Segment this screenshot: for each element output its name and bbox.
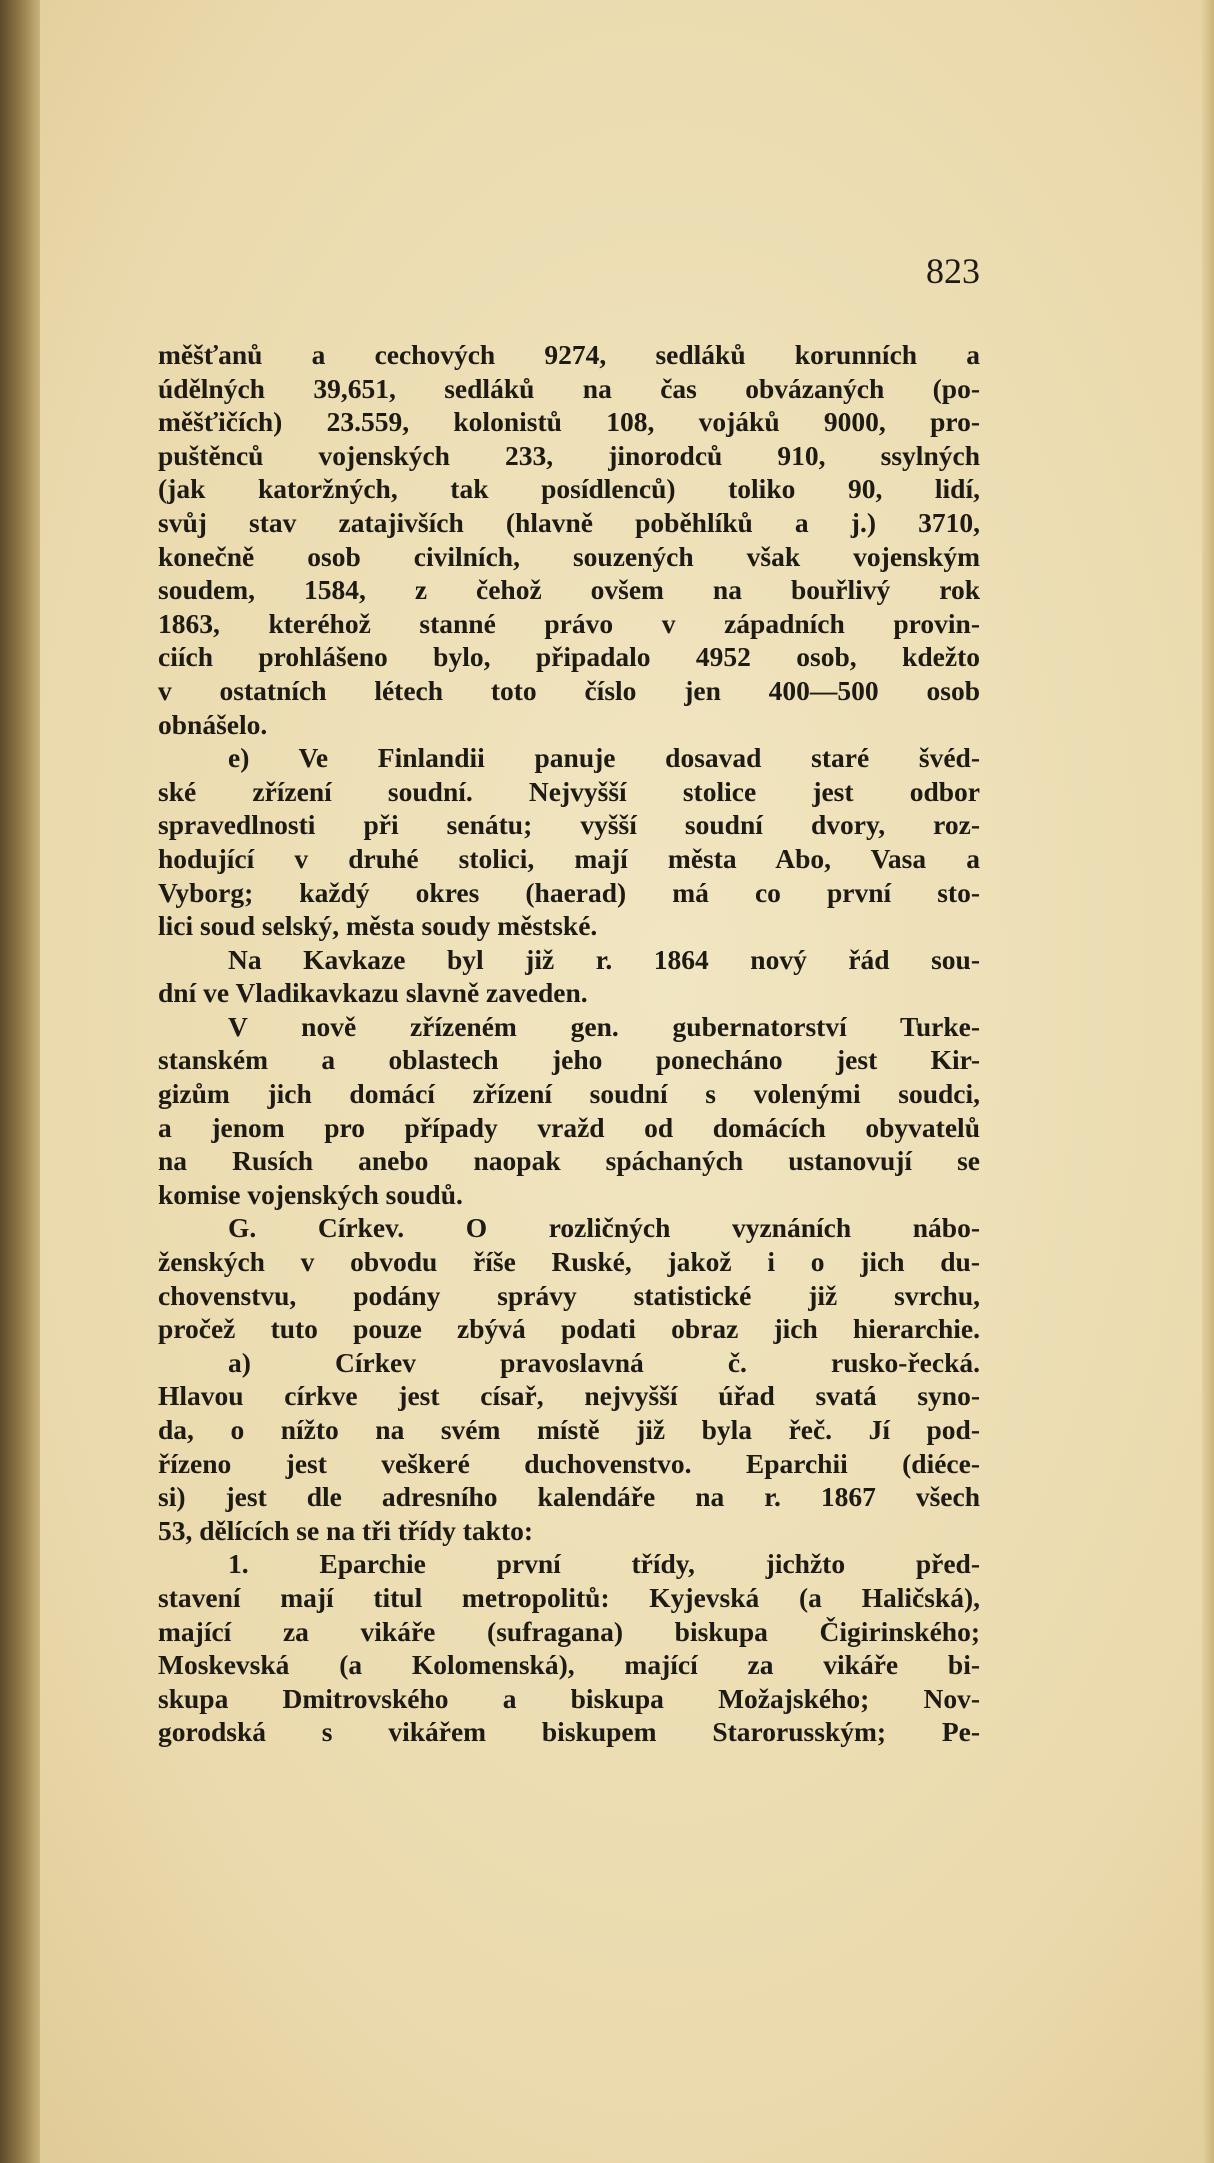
text-line: ské zřízení soudní. Nejvyšší stolice jest odbor [158, 775, 980, 807]
text-line: puštěnců vojenských 233, jinorodců 910, ssylných [158, 439, 980, 471]
page-number: 823 [926, 251, 980, 291]
text-line: Hlavou církve jest císař, nejvyšší úřad svatá syno- [158, 1380, 980, 1412]
text-line: měšťičích) 23.559, kolonistů 108, vojáků 9000, pro- [158, 406, 980, 438]
text-line: 53, dělících se na tři třídy takto: [158, 1514, 534, 1546]
text-line: G. Církev. O rozličných vyznáních nábo- [228, 1212, 980, 1244]
text-line: na Rusích anebo naopak spáchaných ustanovují se [158, 1145, 980, 1177]
book-spine [0, 0, 40, 2163]
text-line: e) Ve Finlandii panuje dosavad staré švéd- [228, 742, 980, 774]
text-line: da, o nížto na svém místě již byla řeč. Jí pod- [158, 1414, 980, 1445]
text-line: konečně osob civilních, souzených však vojenským [158, 540, 980, 572]
text-line: 1. Eparchie první třídy, jichžto před- [228, 1548, 980, 1580]
text-line: hodující v druhé stolici, mají města Abo, Vasa a [158, 842, 980, 874]
text-line: mající za vikáře (sufragana) biskupa Čigirinského; [158, 1615, 980, 1647]
text-line: skupa Dmitrovského a biskupa Možajského; Nov- [158, 1682, 980, 1714]
page-edge [1202, 0, 1214, 2163]
text-line: dní ve Vladikavkazu slavně zaveden. [158, 977, 588, 1009]
text-line: lici soud selský, města soudy městské. [158, 910, 598, 942]
text-line: si) jest dle adresního kalendáře na r. 1867 všech [158, 1481, 980, 1513]
text-line: 1863, kteréhož stanné právo v západních provin- [158, 607, 980, 639]
text-line: v ostatních létech toto číslo jen 400—500 osob [158, 674, 980, 706]
text-line: svůj stav zatajivších (hlavně poběhlíků a j.) 3710, [158, 506, 980, 538]
text-line: a jenom pro případy vražd od domácích obyvatelů [158, 1111, 980, 1143]
text-line: V nově zřízeném gen. gubernatorství Turke- [228, 1010, 980, 1042]
text-line: řízeno jest veškeré duchovenstvo. Eparchii (diéce- [158, 1447, 980, 1479]
text-line: Na Kavkaze byl již r. 1864 nový řád sou- [228, 943, 980, 975]
text-line: měšťanů a cechových 9274, sedláků korunních a [158, 339, 980, 370]
text-line: údělných 39,651, sedláků na čas obvázaných (po- [158, 372, 980, 404]
text-line: pročež tuto pouze zbývá podati obraz jich hierarchie. [158, 1313, 980, 1345]
text-line: stanském a oblastech jeho ponecháno jest Kir- [158, 1044, 980, 1076]
text-line: gorodská s vikářem biskupem Starorusským; Pe- [158, 1716, 980, 1748]
text-line: a) Církev pravoslavná č. rusko-řecká. [228, 1346, 980, 1378]
text-line: stavení mají titul metropolitů: Kyjevská (a Haličská), [158, 1581, 980, 1613]
text-line: gizům jich domácí zřízení soudní s volenými soudci, [158, 1078, 980, 1110]
text-line: ciích prohlášeno bylo, připadalo 4952 osob, kdežto [158, 641, 980, 673]
text-line: obnášelo. [158, 708, 268, 740]
text-body [158, 338, 980, 1749]
text-line: Moskevská (a Kolomenská), mající za vikáře bi- [158, 1649, 980, 1681]
text-line: chovenstvu, podány správy statistické již svrchu, [158, 1279, 980, 1311]
text-line: ženských v obvodu říše Ruské, jakož i o jich du- [158, 1246, 980, 1278]
text-line: soudem, 1584, z čehož ovšem na bouřlivý rok [158, 574, 980, 606]
text-line: komise vojenských soudů. [158, 1178, 463, 1210]
text-line: Vyborg; každý okres (haerad) má co první sto- [158, 876, 980, 908]
text-line: spravedlnosti při senátu; vyšší soudní dvory, roz- [158, 809, 980, 841]
text-line: (jak katoržných, tak posídlenců) toliko 90, lidí, [158, 473, 980, 505]
